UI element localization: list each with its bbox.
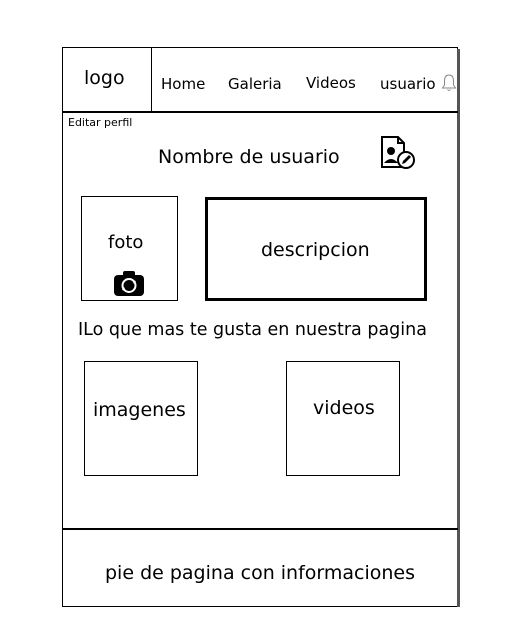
favorites-heading: ILo que mas te gusta en nuestra pagina — [78, 320, 427, 340]
header-divider — [62, 111, 458, 113]
edit-profile-icon[interactable] — [380, 135, 416, 171]
images-label: imagenes — [93, 399, 186, 421]
camera-rotate-icon[interactable] — [113, 270, 145, 297]
frame-shadow — [457, 49, 460, 607]
footer-divider — [62, 528, 458, 530]
videos-label: videos — [313, 397, 375, 419]
photo-label: foto — [108, 232, 144, 253]
description-label: descripcion — [261, 239, 370, 261]
nav-videos[interactable]: Videos — [306, 74, 356, 92]
logo[interactable]: logo — [84, 67, 125, 89]
nav-galeria[interactable]: Galeria — [228, 75, 282, 93]
edit-profile-link[interactable]: Editar perfil — [68, 116, 133, 129]
footer-text: pie de pagina con informaciones — [105, 562, 416, 584]
nav-usuario[interactable]: usuario — [380, 75, 436, 93]
nav-home[interactable]: Home — [161, 75, 206, 93]
username: Nombre de usuario — [158, 146, 340, 168]
bell-icon[interactable] — [441, 73, 457, 93]
